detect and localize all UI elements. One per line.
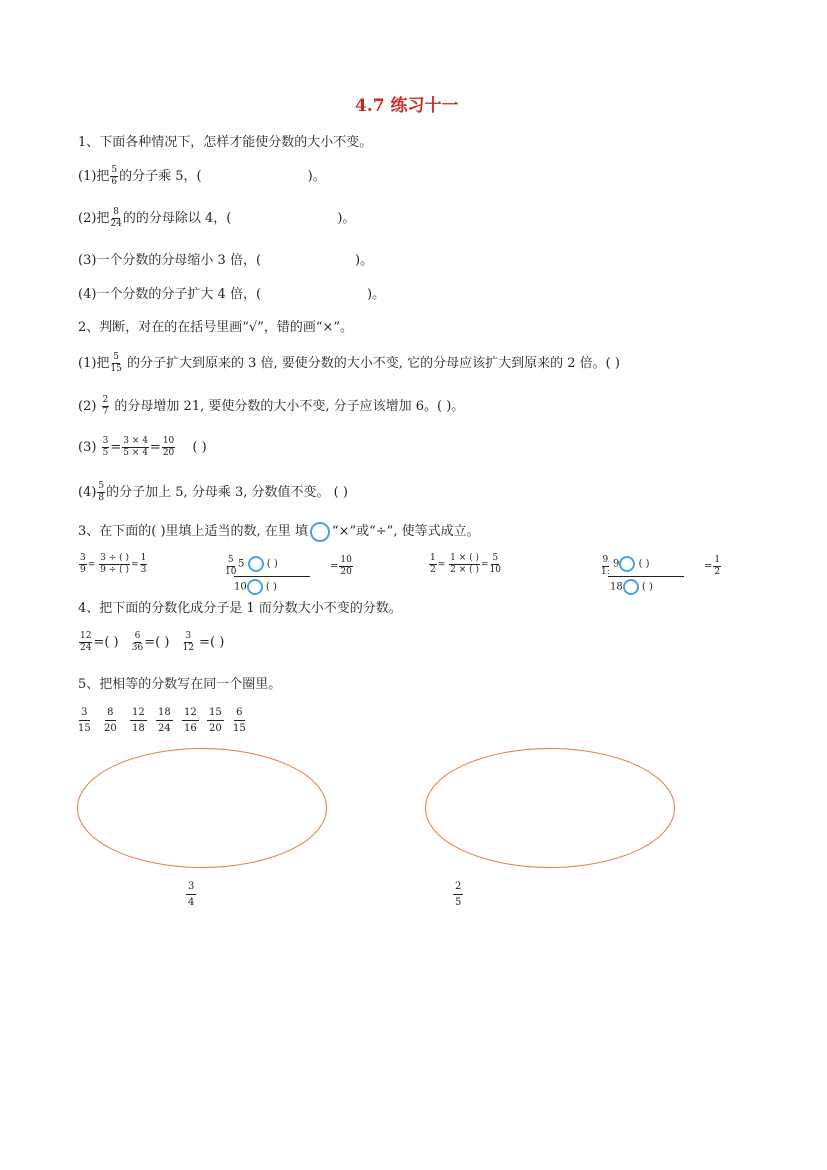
q5-fraction: $\frac{12}{16}$: [184, 707, 197, 734]
fraction: $\frac{1 \times ( )}{2 \times ( )}$: [450, 553, 480, 575]
circle-label-right: $\frac{2}{5}$: [455, 881, 462, 908]
q3-e4-numerator: 9 ( ): [613, 556, 650, 572]
q3-e4-result: = $\frac{1}{2}$: [704, 555, 721, 577]
q2-item-3: (3) $\frac{3}{5}$ = $\frac{3 \times 4}{5 \times 4}$ = $\frac{10}{20}$ ( ): [78, 436, 207, 458]
q2-item-2: (2) $\frac{2}{7}$ 的分母增加 21, 要使分数的大小不变, 分子应该增加 6。( )。: [78, 395, 465, 417]
q2-heading: 2、判断，对在的在括号里画“√”，错的画“×”。: [78, 320, 354, 335]
operator-circle-icon[interactable]: [248, 556, 264, 572]
fraction: $\frac{5}{10}$: [489, 553, 502, 575]
q4-items: [78, 632, 224, 653]
fraction: $\frac{3}{5}$: [102, 436, 109, 458]
q2-item-1: (1)把 $\frac{5}{15}$ 的分子扩大到原来的 3 倍, 要使分数的大小不变, 它的分母应该扩大到原来的 2 倍。( ): [78, 352, 620, 374]
operator-circle-icon: [310, 522, 330, 542]
fraction: $\frac{5}{15}$: [110, 352, 122, 374]
answer-circle-right[interactable]: [425, 748, 675, 868]
fraction: $\frac{1}{3}$: [140, 553, 147, 575]
fraction: $\frac{3 \times 4}{5 \times 4}$: [123, 436, 148, 458]
q4-item: $\frac{6}{36}$ =( ): [131, 631, 170, 653]
q5-fraction: $\frac{3}{15}$: [78, 707, 91, 734]
circle-label-left: $\frac{3}{4}$: [188, 881, 195, 908]
q1-item-4: (4)一个分数的分子扩大 4 倍，( )。: [78, 287, 386, 302]
fraction: $\frac{5}{6}$: [111, 165, 118, 187]
fraction: $\frac{2}{7}$: [102, 395, 109, 417]
q2-item-4: (4) $\frac{5}{8}$ 的分子加上 5, 分母乘 3, 分数值不变。 ( ): [78, 481, 348, 503]
q1-heading: 1、下面各种情况下，怎样才能使分数的大小不变。: [78, 135, 373, 150]
q3-e4-denominator: 18 ( ): [610, 579, 653, 595]
q3-e2-numerator: 5 ( ): [238, 556, 278, 572]
operator-circle-icon[interactable]: [623, 579, 639, 595]
q3-heading: 3、在下面的( )里填上适当的数, 在里 填 “×”或“÷”, 使等式成立。: [78, 520, 480, 542]
page-title: 4.7 练习十一: [355, 96, 459, 116]
q3-e2-result: = $\frac{10}{20}$: [330, 555, 352, 577]
q5-heading: 5、把相等的分数写在同一个圈里。: [78, 677, 282, 692]
operator-circle-icon[interactable]: [247, 579, 263, 595]
q3-equation-3: $\frac{1}{2}$ = $\frac{1 \times ( )}{2 \times ( )}$ = $\frac{5}{10}$: [430, 553, 502, 575]
fraction: $\frac{3 \div ( )}{9 \div ( )}$: [100, 553, 130, 575]
fraction: $\frac{10}{20}$: [162, 436, 175, 458]
answer-circle-left[interactable]: [77, 748, 327, 868]
q1-item-2: (2)把 $\frac{8}{24}$ 的的分母除以 4，( )。: [78, 207, 356, 229]
q3-equation-1: $\frac{3}{9}$ = $\frac{3 \div ( )}{9 \div ( )}$ = $\frac{1}{3}$: [80, 553, 147, 575]
fraction: $\frac{8}{24}$: [110, 207, 122, 229]
q1-item-1: (1)把 $\frac{5}{6}$ 的分子乘 5，( )。: [78, 165, 326, 187]
q3-e2-denominator: 10 ( ): [234, 579, 277, 595]
fraction-bar: [234, 576, 310, 577]
q5-fraction: $\frac{12}{18}$: [132, 707, 145, 734]
fraction: $\frac{3}{9}$: [80, 553, 86, 575]
fraction: $\frac{5}{8}$: [98, 481, 105, 503]
q1-item-3: (3)一个分数的分母缩小 3 倍，( )。: [78, 253, 374, 268]
fraction-bar: [608, 576, 684, 577]
q3-e2-left-fraction: $\frac{5}{10}$: [225, 555, 237, 577]
q5-fraction: $\frac{8}{20}$: [104, 707, 117, 734]
operator-circle-icon[interactable]: [619, 556, 635, 572]
q4-item: $\frac{3}{12}$ =( ): [182, 631, 225, 653]
q3-e4-left-fraction: $\frac{9}{1:}$: [601, 555, 610, 577]
fraction: $\frac{1}{2}$: [430, 553, 436, 575]
q4-item: $\frac{12}{24}$ =( ): [80, 631, 119, 653]
q4-heading: 4、把下面的分数化成分子是 1 而分数大小不变的分数。: [78, 601, 402, 616]
q5-fraction: $\frac{15}{20}$: [209, 707, 222, 734]
q5-fraction: $\frac{6}{15}$: [233, 707, 246, 734]
q5-fraction: $\frac{18}{24}$: [158, 707, 171, 734]
